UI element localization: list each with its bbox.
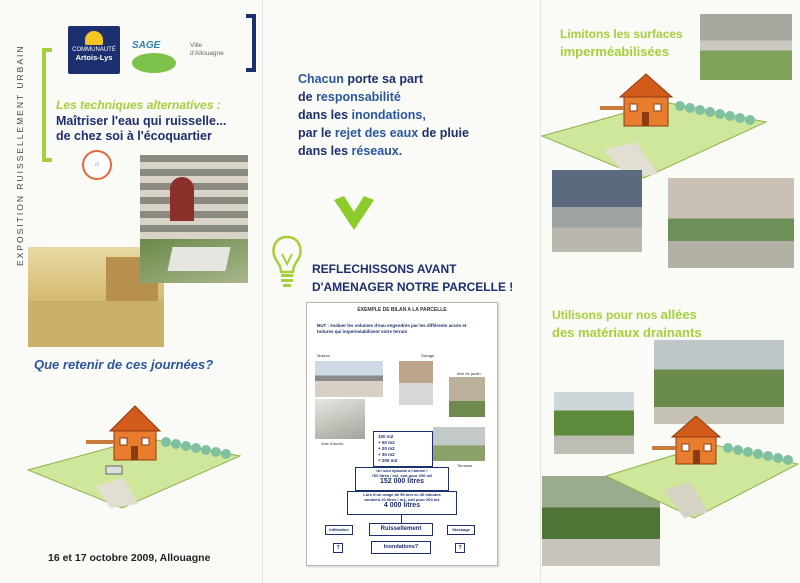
stockage-question: ? xyxy=(455,543,465,553)
navy-bracket xyxy=(246,14,256,72)
doc-title: EXEMPLE DE BILAN A LA PARCELLE xyxy=(357,307,447,313)
question-heading: Que retenir de ces journées? xyxy=(34,357,214,372)
brochure-title: Maîtriser l'eau qui ruisselle... de chez soi à l'écoquartier xyxy=(56,114,227,143)
event-date: 16 et 17 octobre 2009, Allouagne xyxy=(48,552,211,564)
house-photo xyxy=(315,361,383,397)
shed-photo xyxy=(449,377,485,417)
ruissellement-box: Ruissellement xyxy=(369,523,433,536)
ville-logo: Ville d'Allouagne xyxy=(190,42,224,57)
area-sums: 100 m2 + 50 m2 + 20 m2 + 30 m2 = 200 m2 xyxy=(373,431,433,467)
vertical-title: EXPOSITION RUISSELLEMENT URBAIN xyxy=(15,44,25,266)
driveway-photo xyxy=(315,399,365,439)
front-garden-photo xyxy=(668,178,794,268)
left-panel xyxy=(0,0,262,583)
infiltration-box: Infiltration xyxy=(325,525,353,535)
house-illustration-2 xyxy=(540,72,770,182)
reflect-heading: REFLECHISSONS AVANT D'AMENAGER NOTRE PARCELLE ! xyxy=(312,262,514,294)
yearly-volume-box: Un seul épisode à l'année ! 760 litres / m2, soit pour 200 m2 152 000 litres xyxy=(355,467,449,491)
label-voie: Voie d'accès xyxy=(321,441,344,446)
inondations-box: Inondations? xyxy=(371,541,431,554)
stockage-box: Stockage xyxy=(447,525,475,535)
heading-limitons: Limitons les surfaces imperméabilisées xyxy=(560,27,683,59)
label-abri: Abri de jardin xyxy=(457,371,481,376)
label-terrasse: Terrasse xyxy=(457,463,473,468)
house-illustration-1 xyxy=(26,398,242,512)
drainant-house-photo xyxy=(654,340,784,424)
carport-photo xyxy=(552,170,642,252)
sun-icon xyxy=(85,31,103,45)
garage-photo xyxy=(399,361,433,405)
parcel-balance-sheet xyxy=(306,302,498,566)
infiltration-question: ? xyxy=(333,543,343,553)
lead-text: Chacun porte sa part de responsabilité dans les inondations, par le rejet des eaux de pluie dans les réseaux. xyxy=(298,72,469,158)
heading-utilisons: Utilisons pour nos allées des matériaux drainants xyxy=(552,307,702,340)
label-maison: Maison xyxy=(317,353,330,358)
label-garage: Garage xyxy=(421,353,435,358)
sage-logo: SAGE xyxy=(132,40,176,73)
terrace-photo xyxy=(433,427,485,461)
house-illustration-3 xyxy=(604,414,800,522)
garden-basin-photo xyxy=(140,155,248,283)
artois-lys-logo: COMMUNAUTÉ Artois-Lys xyxy=(68,26,120,74)
fish-icon xyxy=(132,53,176,73)
green-bracket xyxy=(42,48,52,162)
storm-volume-box: Lors d'un orage de 50 mm en 30 minutes tombent 20 litres / m2, soit pour 200 m2 4 000 litres xyxy=(347,491,457,515)
subtitle: Les techniques alternatives : xyxy=(56,98,221,112)
lightbulb-icon xyxy=(270,234,304,295)
house-badge-icon: ⌂ xyxy=(82,150,112,180)
doc-goal: BUT : évaluer les volumes d'eau engendrés par les différents accès et toitures qui imperméabilisent votre terrain xyxy=(317,323,467,334)
hedge-house-photo xyxy=(700,14,792,80)
